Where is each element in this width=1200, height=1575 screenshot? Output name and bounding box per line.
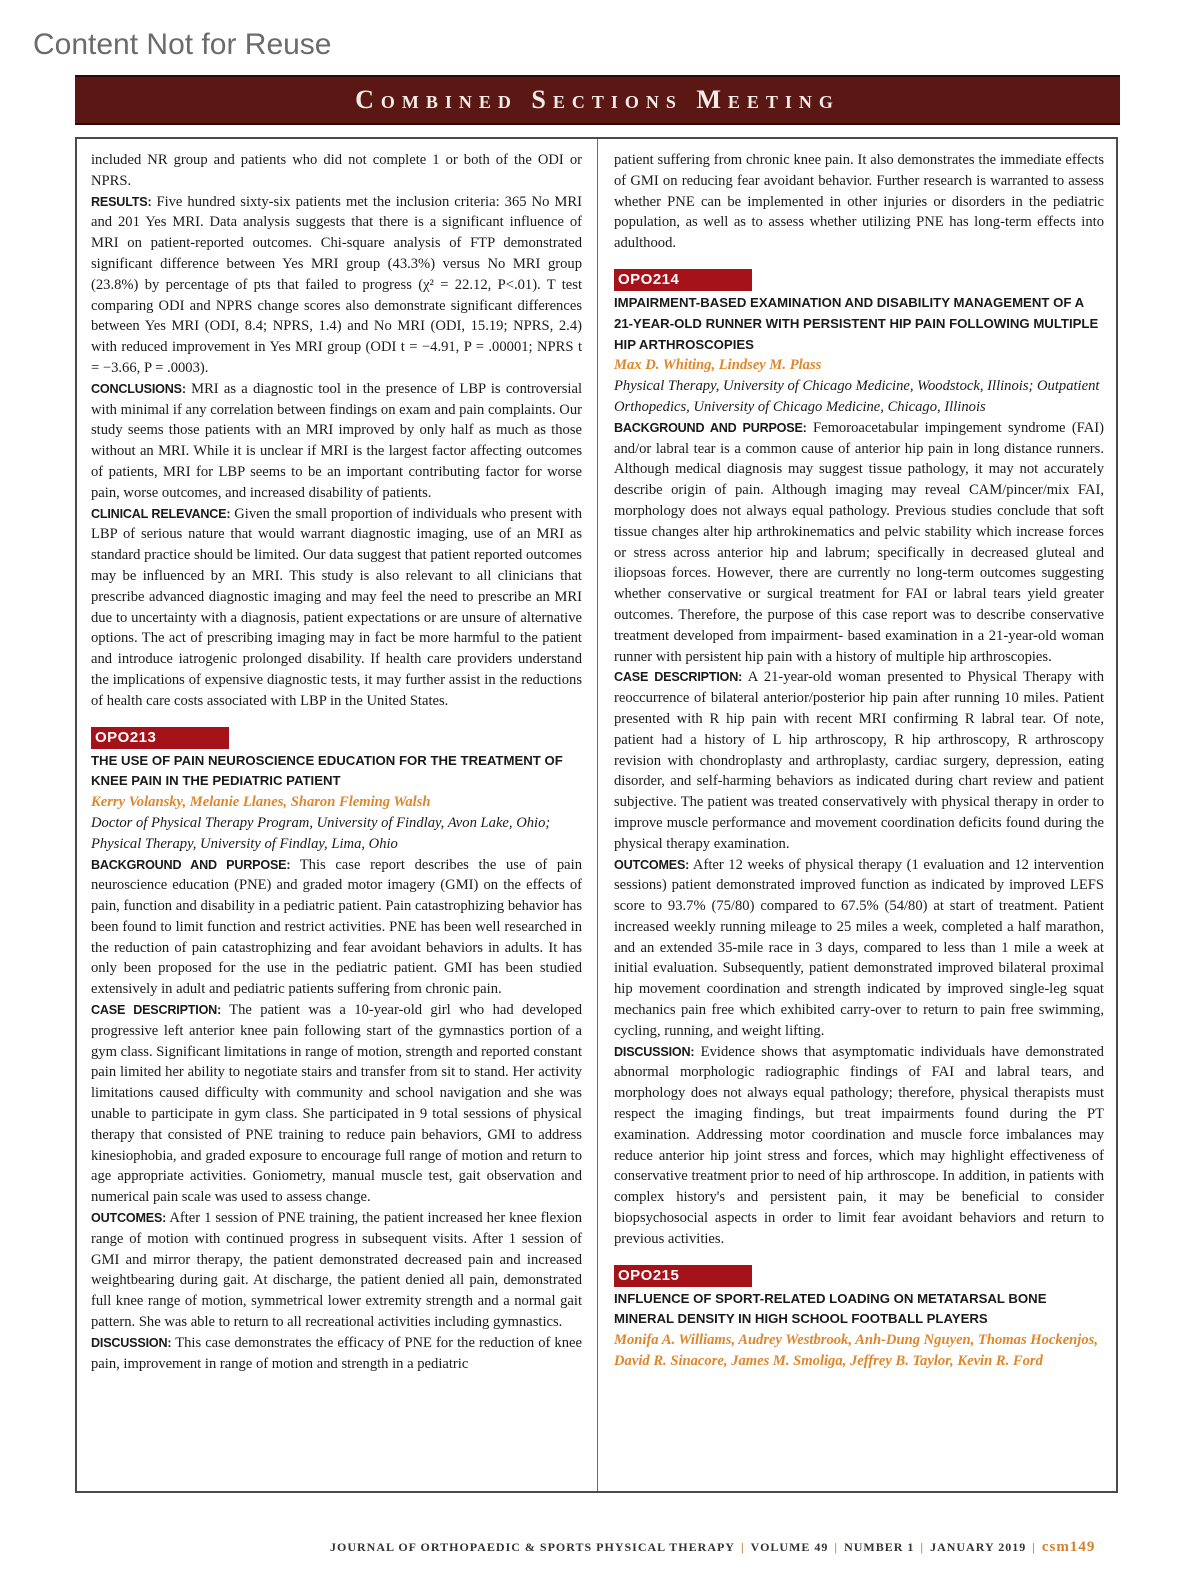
left-column xyxy=(91,150,582,1374)
abstract-code-badge: OPO215 xyxy=(614,1265,752,1287)
discussion-label: DISCUSSION: xyxy=(614,1044,695,1059)
case-label: CASE DESCRIPTION: xyxy=(614,670,743,685)
abstract-title: THE USE OF PAIN NEUROSCIENCE EDUCATION FOR THE TREATMENT OF KNEE PAIN IN THE PEDIATRIC PATIENT xyxy=(91,752,563,789)
volume: VOLUME 49 xyxy=(750,1540,829,1554)
column-divider xyxy=(597,139,598,1491)
abstract-affiliation: Doctor of Physical Therapy Program, University of Findlay, Avon Lake, Ohio; Physical Therapy, University of Findlay, Lima, Ohio xyxy=(91,814,551,852)
issue-number: NUMBER 1 xyxy=(844,1540,915,1554)
abstract-code-badge: OPO213 xyxy=(91,727,229,749)
discussion-label: DISCUSSION: xyxy=(91,1335,172,1350)
case-label: CASE DESCRIPTION: xyxy=(91,1003,222,1018)
outcomes-paragraph xyxy=(91,1208,582,1333)
abstract-code-badge: OPO214 xyxy=(614,269,752,291)
outcomes-label: OUTCOMES: xyxy=(91,1211,167,1226)
outcomes-text: After 12 weeks of physical therapy (1 evaluation and 12 intervention sessions) patient demonstrated improved function as indicated by improved LEFS score to 93.7% (75/80) compared to 67.5% (54/80) at start of treatment. Patient increased weekly running mileage to 25 miles a week, completed a half marathon, and an extended 35-mile race in 3 days, compared to less than 1 mile a week at initial evaluation. Subsequently, patient demonstrated improved bilateral proximal hip movement coordination and strength indicated by improved single-leg squat mechanics pain free which exhibited carry-over to return to pain free swimming, cycling, running, and weight lifting. xyxy=(614,856,1104,1039)
footer-separator: | xyxy=(740,1540,745,1554)
journal-name: JOURNAL OF ORTHOPAEDIC & SPORTS PHYSICAL THERAPY xyxy=(330,1540,735,1554)
page-footer xyxy=(330,1539,1120,1556)
discussion-text: This case demonstrates the efficacy of PNE for the reduction of knee pain, improvement in range of motion and strength in a pediatric xyxy=(91,1334,582,1372)
background-paragraph xyxy=(614,418,1104,668)
abstract-title: INFLUENCE OF SPORT-RELATED LOADING ON METATARSAL BONE MINERAL DENSITY IN HIGH SCHOOL FOOTBALL PLAYERS xyxy=(614,1290,1047,1327)
case-paragraph xyxy=(91,1000,582,1208)
abstract-opo213 xyxy=(91,727,582,1375)
case-text: The patient was a 10-year-old girl who had developed progressive left anterior knee pain following start of the gymnastics portion of a gym class. Significant limitations in range of motion, strength and reported constant pain limited her ability to negotiate stairs and transfer from sit to stand. Her activity limitations caused difficulty with community and school navigation and she was unable to participate in gym class. She participated in 9 total sessions of physical therapy that consisted of PNE training to reduce pain behaviors, GMI to address kinesiophobia, and graded exposure to encourage full range of motion and return to age appropriate activities. Goniometry, manual muscle test, gait observation and numerical pain scale was used to assess change. xyxy=(91,1002,582,1206)
footer-separator: | xyxy=(1032,1540,1036,1554)
abstract-opo215 xyxy=(614,1265,1104,1372)
outcomes-text: After 1 session of PNE training, the patient increased her knee flexion range of motion with continued progress in subsequent visits. After 1 session of GMI and mirror therapy, the patient demonstrated decreased pain and increased weightbearing during gait. At discharge, the patient denied all pain, demonstrated full knee range of motion, symmetrical lower extremity strength and a normal gait pattern. She was able to return to all recreational activities including gymnastics. xyxy=(91,1210,583,1331)
results-text: Five hundred sixty-six patients met the inclusion criteria: 365 No MRI and 201 Yes MRI. Data analysis suggests that there is a significant influence of MRI on patient-reported outcomes. Chi-square analysis of FTP demonstrated significant difference between Yes MRI group (43.3%) versus No MRI group (23.8%) by percentage of pts that failed to progress (χ² = 22.12, P<.01). T test comparing ODI and NPRS change scores also demonstrate significant differences between Yes MRI (ODI, 8.4; NPRS, 1.4) and No MRI (ODI, 15.19; NPRS, 2.4) with reduced improvement in Yes MRI group (ODI t = −4.91, P = .00001; NPRS t = −3.66, P = .0003). xyxy=(91,193,582,376)
abstract-title: IMPAIRMENT-BASED EXAMINATION AND DISABILITY MANAGEMENT OF A 21-YEAR-OLD RUNNER WITH PERSISTENT HIP PAIN FOLLOWING MULTIPLE HIP ARTHROSCOPIES xyxy=(614,294,1099,352)
results-paragraph xyxy=(91,192,582,379)
footer-separator: | xyxy=(920,1540,925,1554)
background-text: This case report describes the use of pain neuroscience education (PNE) and graded motor imagery (GMI) on the effects of pain, function and disability in a pediatric patient. Pain catastrophizing behavior has been found to limit function and restrict activities. PNE has been well researched in the reduction of pain catastrophizing and fear avoidant behaviors in adults. It has only been proposed for the use in the pediatric patient. GMI has been studied extensively in adult and pediatric patients suffering from chronic pain. xyxy=(91,856,582,998)
discussion-paragraph xyxy=(614,1042,1104,1250)
watermark: Content Not for Reuse xyxy=(33,28,332,61)
conclusions-label: CONCLUSIONS: xyxy=(91,381,186,396)
outcomes-paragraph xyxy=(614,855,1104,1042)
background-label: BACKGROUND AND PURPOSE: xyxy=(91,857,291,872)
page-number: csm149 xyxy=(1041,1539,1096,1555)
intro-paragraph: included NR group and patients who did not complete 1 or both of the ODI or NPRS. xyxy=(91,152,582,189)
case-text: A 21-year-old woman presented to Physical Therapy with reoccurrence of bilateral anterior/posterior hip pain after running 10 miles. Patient presented with R hip pain with recent MRI confirming R labral tear. Of note, patient had a history of L hip arthroscopy, R hip arthroscopy, R arthroscopy revision with chondroplasty and arthroplasty, cardiac surgery, depression, eating disorder, and self-harming behaviors as indicated during chart review and patient subjective. The patient was treated conservatively with physical therapy in order to improve muscle performance and movement coordination deficits found during the physical therapy examination. xyxy=(614,669,1104,852)
conclusions-paragraph xyxy=(91,379,582,504)
discussion-text: Evidence shows that asymptomatic individuals have demonstrated abnormal morphologic radiographic findings of FAI and labral tears, and morphology does not always equal pathology; therefore, physical therapists must respect the imaging findings, but treat impairments found during the PT examination. Addressing motor coordination and muscle force imbalances may reduce anterior hip joint stress and forces, which may highlight effectiveness of conservative treatment prior to need of hip arthroscope. In addition, in patients with complex history's and persistent pain, it may be beneficial to consider biopsychosocial aspects in order to limit fear avoidant behaviors and return to previous activities. xyxy=(614,1043,1104,1247)
issue-date: JANUARY 2019 xyxy=(930,1540,1027,1554)
section-banner: Combined Sections Meeting xyxy=(75,75,1120,125)
outcomes-label: OUTCOMES: xyxy=(614,857,690,872)
background-paragraph xyxy=(91,855,582,1001)
abstract-authors: Monifa A. Williams, Audrey Westbrook, Anh-Dung Nguyen, Thomas Hockenjos, David R. Sinacore, James M. Smoliga, Jeffrey B. Taylor, Kevin R. Ford xyxy=(614,1332,1098,1370)
background-label: BACKGROUND AND PURPOSE: xyxy=(614,420,807,435)
right-column xyxy=(614,150,1104,1372)
abstract-authors: Max D. Whiting, Lindsey M. Plass xyxy=(614,357,822,374)
continued-paragraph: patient suffering from chronic knee pain. It also demonstrates the immediate effects of GMI on reducing fear avoidant behavior. Further research is warranted to assess whether PNE can be implemented in other injuries or disorders in the pediatric population, as well as to assess whether utilizing PNE has long-term effects into adulthood. xyxy=(614,152,1104,252)
results-label: RESULTS: xyxy=(91,194,152,209)
discussion-paragraph xyxy=(91,1333,582,1375)
abstract-affiliation: Physical Therapy, University of Chicago Medicine, Woodstock, Illinois; Outpatient Orthopedics, University of Chicago Medicine, Chicago, Illinois xyxy=(614,378,1100,415)
clinical-text: Given the small proportion of individuals who present with LBP of serious nature that would warrant diagnostic imaging, use of an MRI as standard practice should be limited. Our data suggest that patient reported outcomes may be influenced by an MRI. This study is also relevant to all clinicians that prescribe advanced diagnostic imaging and may feel the need to prescribe an MRI due to uncertainty with a diagnosis, patient expectations or are unsure of alternative options. The act of prescribing imaging may in fact be more harmful to the patient and introduce iatrogenic prolonged disability. If health care providers understand the implications of expensive diagnostic tests, it may further assist in the reductions of health care costs associated with LBP in the United States. xyxy=(91,505,582,709)
background-text: Femoroacetabular impingement syndrome (FAI) and/or labral tear is a common cause of anterior hip pain in long distance runners. Although medical diagnosis may suggest tissue pathology, it may not accurately describe origin of pain. Although imaging may reveal CAM/pincer/mix FAI, morphology does not always equal pathology. Previous studies conclude that soft tissue changes alter hip arthrokinematics and pelvic stability which increase forces or stress across anterior hip and labrum; specifically in decreased gluteal and iliopsoas forces. However, there are currently no long-term outcomes suggesting whether conservative or surgical treatment for FAI or labral tears yield greater outcomes. Therefore, the purpose of this case report was to describe conservative treatment developed from impairment- based examination in a 21-year-old woman runner with persistent hip pain with a history of multiple hip arthroscopies. xyxy=(614,419,1104,665)
footer-separator: | xyxy=(834,1540,839,1554)
conclusions-text: MRI as a diagnostic tool in the presence of LBP is controversial with minimal if any correlation between findings on exam and pain complaints. Our study seems those patients with an MRI improved by only half as much as those without an MRI. While it is unclear if MRI is the largest factor affecting outcomes of patients, MRI for LBP seems to be an important contributing factor for worse pain, worse outcomes, and increased disability of patients. xyxy=(91,380,582,501)
abstract-opo214 xyxy=(614,269,1104,1250)
clinical-paragraph xyxy=(91,504,582,712)
clinical-label: CLINICAL RELEVANCE: xyxy=(91,506,231,521)
abstract-authors: Kerry Volansky, Melanie Llanes, Sharon Fleming Walsh xyxy=(91,794,431,811)
case-paragraph xyxy=(614,667,1104,854)
